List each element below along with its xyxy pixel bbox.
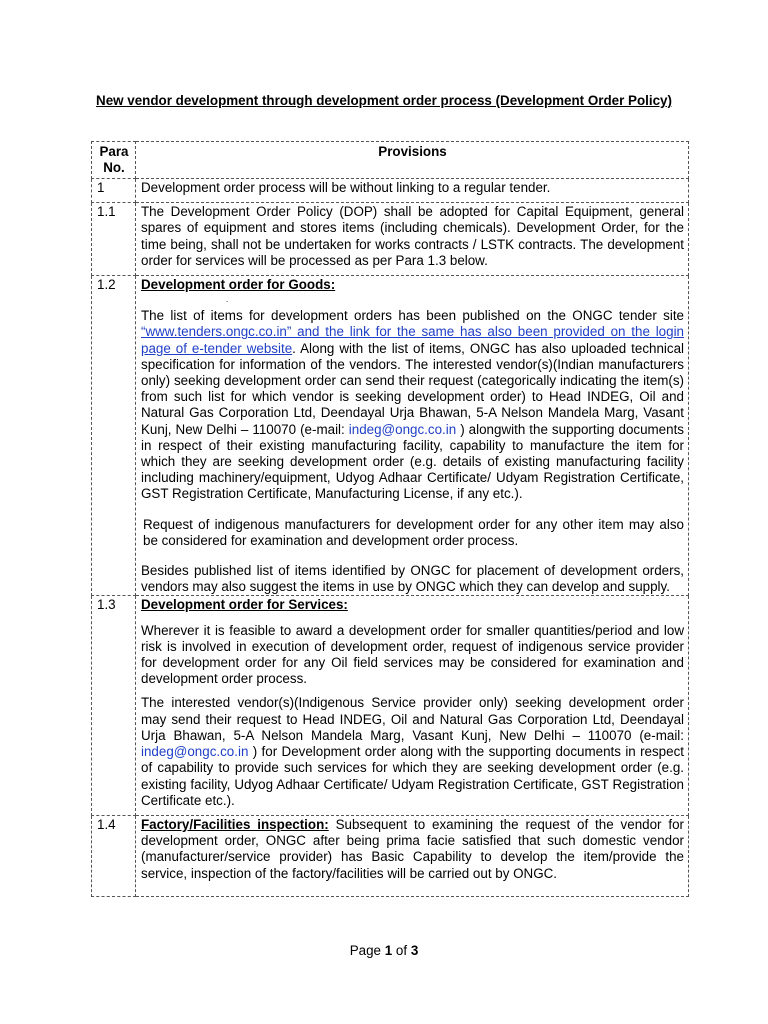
services-paragraph-1: Wherever it is feasible to award a development order for smaller quantities/period and low risk is involved in execution of development order, request of indigenous service provider for development order for any Oil field services may be considered for examination and development order process.: [141, 622, 684, 687]
table-row: [92, 596, 689, 815]
table-row: [92, 179, 689, 203]
provision-text: Development order process will be without linking to a regular tender.: [136, 179, 689, 203]
services-text: ) for Development order along with the supporting documents in respect of capability to provide such services for which they are seeking development order (e.g. existing facility, Udyog Adhaar Certificate/ Udyam Registration Certificate, GST Registration Certificate etc.).: [141, 744, 684, 808]
goods-text: The list of items for development orders has been published on the ONGC tender site: [141, 308, 684, 324]
table-row: [92, 276, 689, 596]
header-para-no: Para No.: [92, 142, 136, 179]
goods-text: ) alongwith the supporting documents in respect of their existing manufacturing facility, capability to manufacture the item for which they are seeking development order (e.g. details of existing manufacturing facility including machinery/equipment, Udyog Adhaar Certificate/ Udyam Registration Certificate, GST Registration Certificate, Manufacturing License, if any etc.).: [141, 421, 684, 502]
email-link[interactable]: indeg@ongc.co.in: [141, 744, 249, 760]
of-label: of: [395, 943, 408, 958]
para-number: 1.1: [92, 203, 136, 276]
goods-paragraph-2: Request of indigenous manufacturers for development order for any other item may also be considered for examination and development order process.: [143, 516, 684, 548]
goods-paragraph-1: [141, 308, 684, 502]
table-row: [92, 203, 689, 276]
table-header-row: [92, 142, 689, 179]
para-number: 1: [92, 179, 136, 203]
provision-text: The Development Order Policy (DOP) shall be adopted for Capital Equipment, general spares of equipment and stores items (including chemicals). Development Order, for the time being, shall not be undertaken for works contracts / LSTK contracts. The development order for services will be processed as per Para 1.3 below.: [136, 203, 689, 276]
para-number: 1.2: [92, 276, 136, 596]
email-link[interactable]: indeg@ongc.co.in: [348, 421, 457, 437]
para-number: 1.3: [92, 596, 136, 815]
provision-cell: [136, 815, 689, 896]
section-heading-goods: Development order for Goods:: [141, 277, 336, 293]
stray-dot: .: [226, 295, 229, 305]
page-footer: [0, 943, 768, 958]
provision-cell: [136, 276, 689, 596]
page-label: Page: [349, 943, 381, 958]
services-paragraph-2: [141, 695, 684, 808]
page-current: 1: [384, 943, 393, 958]
goods-text: . Along with the list of items, ONGC has also uploaded technical specification for information of the vendors. The interested vendor(s)(Indian manufacturers only) seeking development order can send their request (categorically indicating the item(s) from such list for which vendor is seeking development order) to Head INDEG, Oil and Natural Gas Corporation Ltd, Deendayal Urja Bhawan, 5-A Nelson Mandela Marg, Vasant Kunj, New Delhi – 110070 (e-mail:: [141, 340, 685, 437]
section-heading-services: Development order for Services:: [141, 597, 348, 613]
table-row: [92, 815, 689, 896]
para-number: 1.4: [92, 815, 136, 896]
page-total: 3: [410, 943, 419, 958]
goods-paragraph-3: Besides published list of items identified by ONGC for placement of development orders, vendors may also suggest the items in use by ONGC which they can develop and supply.: [141, 563, 684, 595]
tender-site-link[interactable]: “www.tenders.ongc.co.in” and the link for the same has also been provided on the login page of e-tender website: [141, 324, 684, 356]
document-title: New vendor development through development order process (Development Order Policy): [96, 93, 672, 108]
inspection-text: Subsequent to examining the request of the vendor for development order, ONGC after being prima facie satisfied that such domestic vendor (manufacturer/service provider) has Basic Capability to develop the item/provide the service, inspection of the factory/facilities will be carried out by ONGC.: [141, 816, 685, 881]
provisions-table: [91, 141, 689, 897]
header-provisions: Provisions: [136, 142, 689, 179]
provision-cell: [136, 596, 689, 815]
services-text: The interested vendor(s)(Indigenous Service provider only) seeking development order may send their request to Head INDEG, Oil and Natural Gas Corporation Ltd, Deendayal Urja Bhawan, 5-A Nelson Mandela Marg, Vasant Kunj, New Delhi – 110070 (e-mail:: [141, 695, 684, 743]
section-heading-inspection: Factory/Facilities inspection:: [141, 816, 329, 832]
